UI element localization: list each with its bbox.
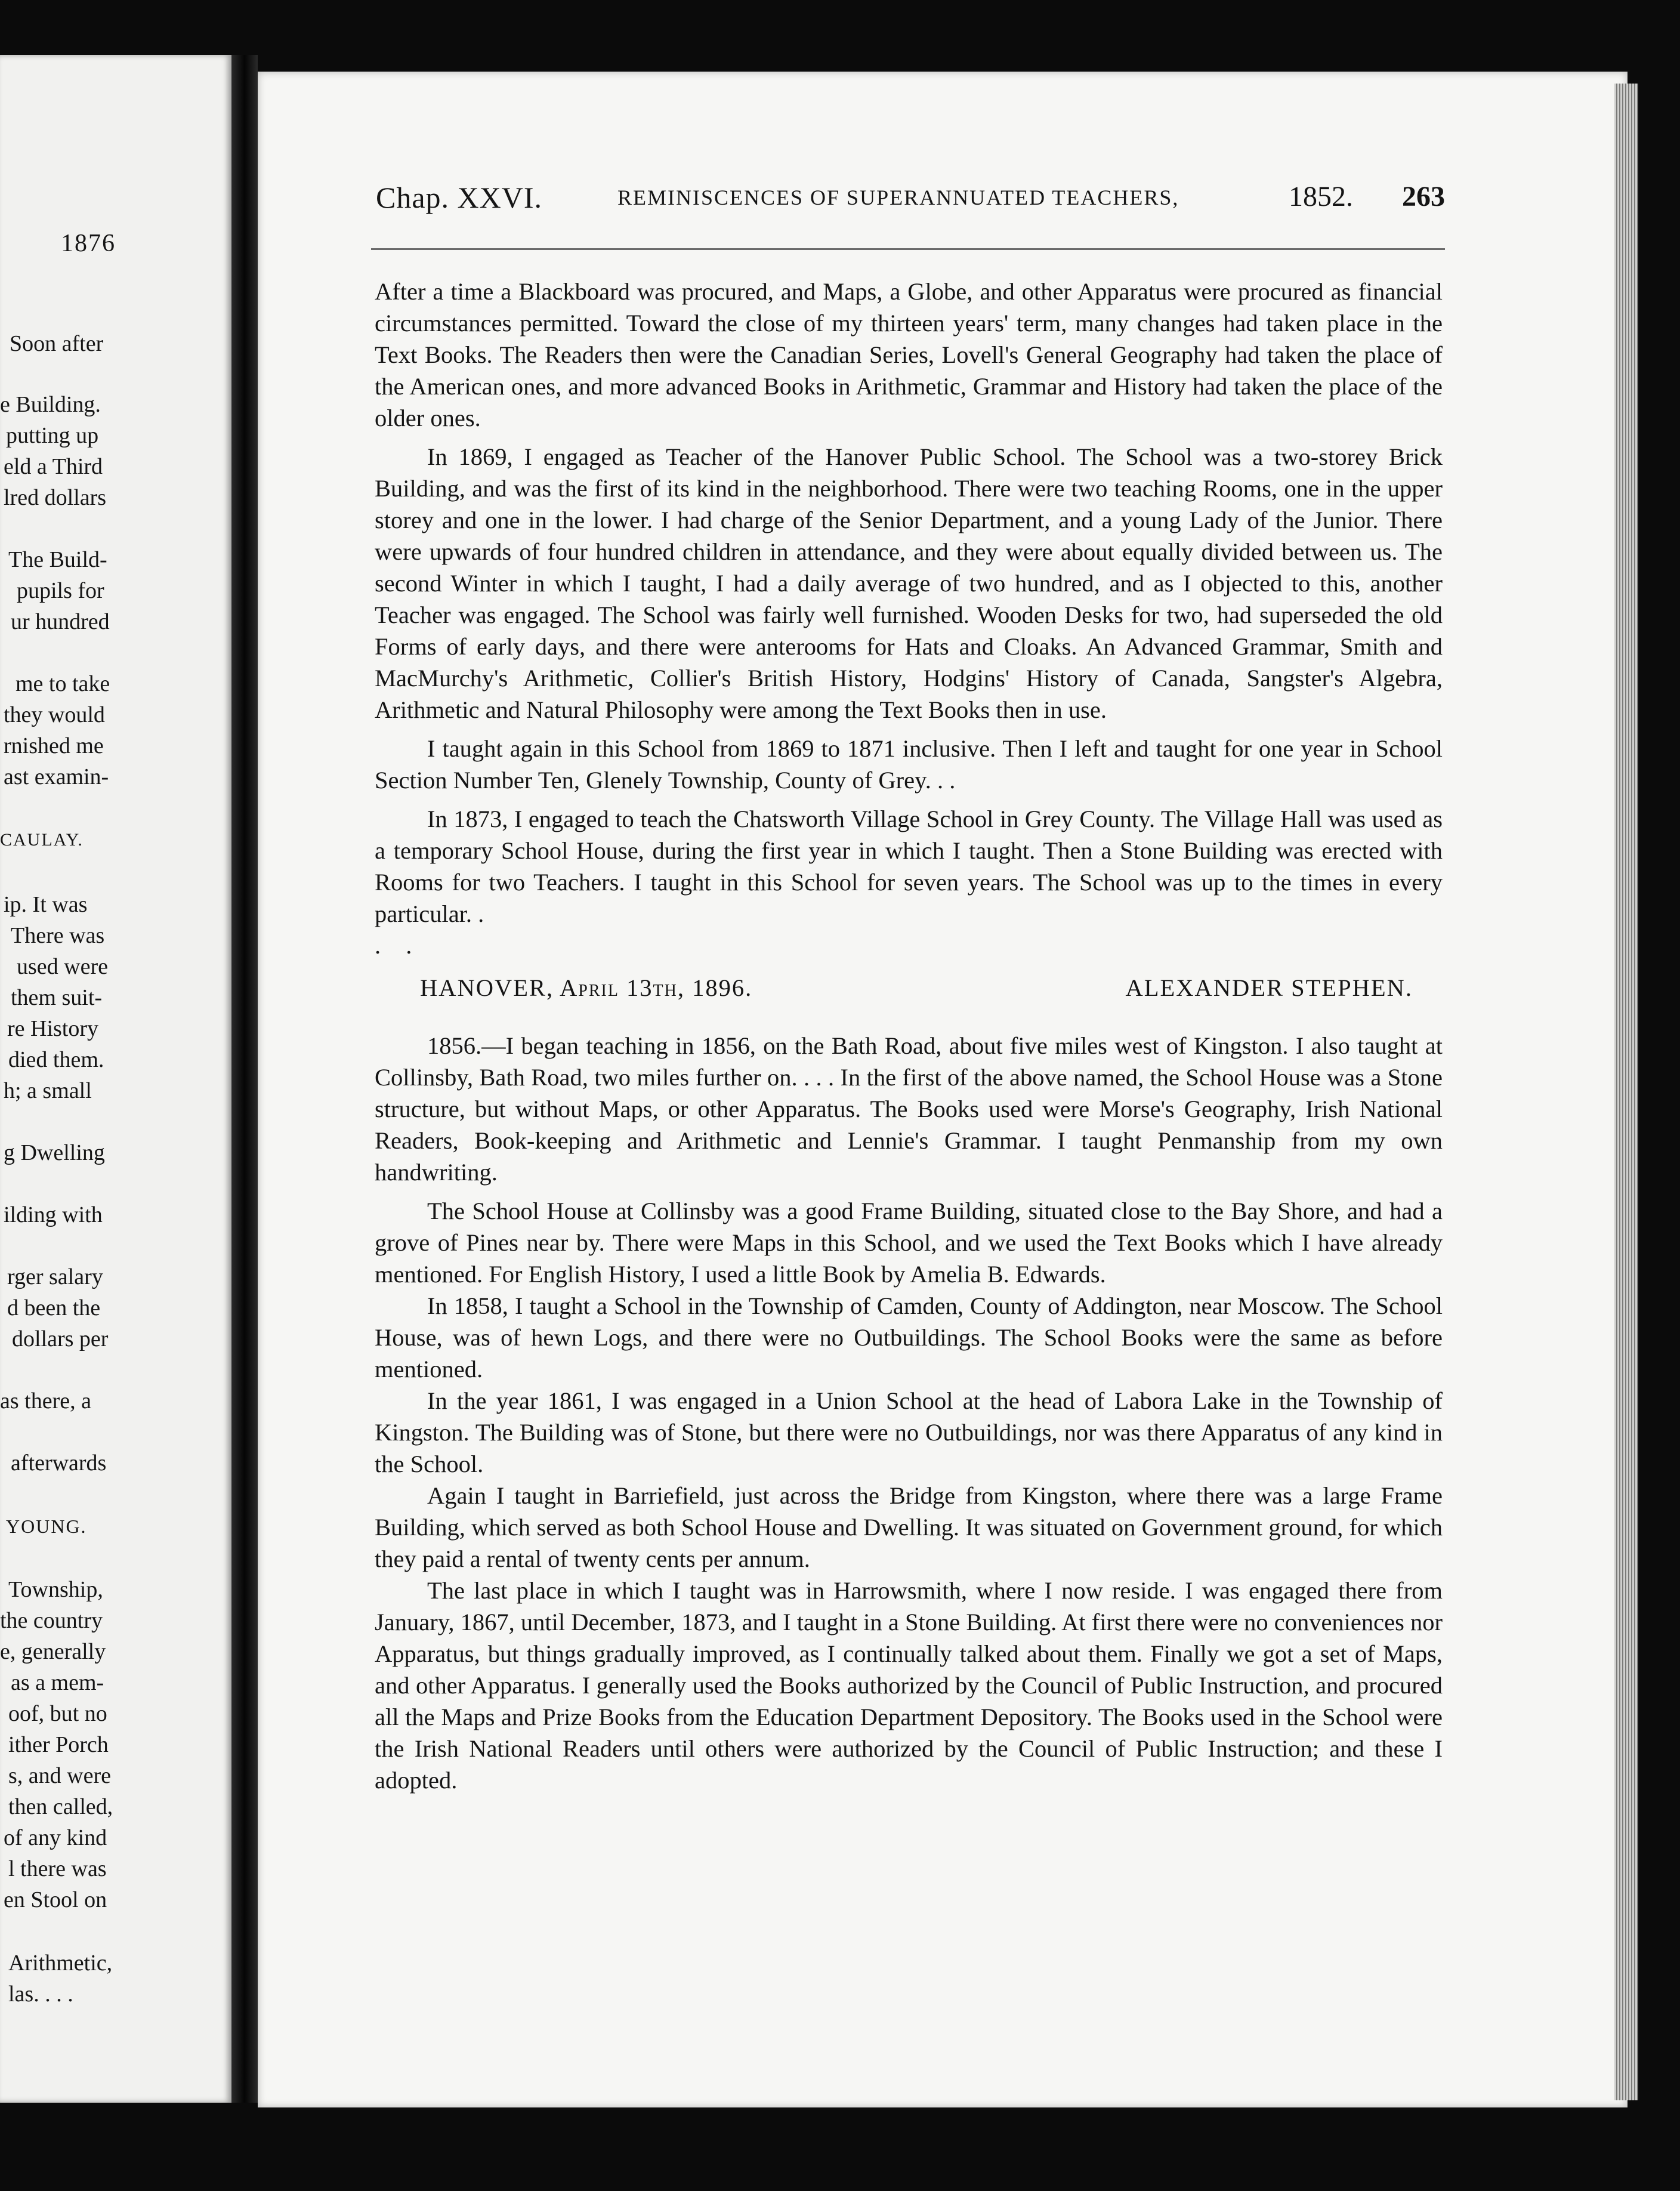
chapter-label: Chap. XXVI. — [376, 181, 543, 214]
left-line: oof, but no — [8, 1701, 107, 1726]
running-year: 1852. — [1289, 181, 1353, 212]
paragraph: In 1873, I engaged to teach the Chatsworth Village School in Grey County. The Village Hall was used as a temporary School House, during the first year in which I taught. Then a Stone Building was erected with Rooms for two Teachers. I taught in this School for seven years. The School was up to the times in every particular. . — [375, 806, 1443, 927]
page-number: 263 — [1402, 181, 1445, 212]
left-line: YOUNG. — [6, 1516, 87, 1537]
left-page-number: 1876 — [61, 230, 116, 257]
paragraph: In 1869, I engaged as Teacher of the Hanover Public School. The School was a two-storey Brick Building, and was the first of its kind in the neighborhood. There were two teaching Rooms, one in the upper storey and one in the lower. I had charge of the Senior Department, and a young Lady of the Junior. There were upwards of four hundred children in attendance, and they were about equally divided between us. The second Winter in which I taught, I had a daily average of two hundred, and as I objected to this, another Teacher was engaged. The School was fairly well furnished. Wooden Desks for two, had superseded the old Forms of early days, and there were anterooms for Hats and Cloaks. An Advanced Grammar, Smith and MacMurchy's Arithmetic, Collier's British History, Hodgins' History of Canada, Sangster's Algebra, Arithmetic and Natural Philosophy were among the Text Books then in use. — [375, 443, 1443, 723]
left-line: as a mem- — [11, 1670, 104, 1695]
left-line: Soon after — [10, 331, 104, 356]
left-line: ast examin- — [4, 764, 109, 789]
signature-author: ALEXANDER STEPHEN. — [1125, 974, 1413, 1001]
left-line: ur hundred — [11, 609, 110, 634]
left-line: ip. It was — [4, 892, 88, 917]
paragraph: The last place in which I taught was in Harrowsmith, where I now reside. I was engaged there from January, 1867, until December, 1873, and I taught in a Stone Building. At first there were no conveniences nor Apparatus, but things gradually improved, as I continually talked about them. Finally we got a set of Maps, and other Apparatus. I generally used the Books authorized by the Council of Public Instruction, and procured all the Maps and Prize Books from the Education Department Depository. The Books used in the School were the Irish National Readers until others were authorized by the Council of Public Instruction; and these I adopted. — [375, 1577, 1443, 1794]
left-line: h; a small — [4, 1078, 92, 1103]
paragraph: In the year 1861, I was engaged in a Union School at the head of Labora Lake in the Township of Kingston. The Building was of Stone, but there were no Outbuildings, nor was there Apparatus of any kind in the School. — [375, 1387, 1443, 1477]
paragraph: In 1858, I taught a School in the Township of Camden, County of Addington, near Moscow. The School House, was of hewn Logs, and there were no Outbuildings. The School Books were the same as before mentioned. — [375, 1292, 1443, 1383]
paragraph: Again I taught in Barriefield, just across the Bridge from Kingston, where there was a large Frame Building, which served as both School House and Dwelling. It was situated on Government ground, for which they paid a rental of twenty cents per annum. — [375, 1482, 1443, 1572]
paragraph: 1856.—I began teaching in 1856, on the Bath Road, about five miles west of Kingston. I also taught at Collinsby, Bath Road, two miles further on. . . . In the first of the above named, the School House was a Stone structure, but without Maps, or other Apparatus. The Books used were Morse's Geography, Irish National Readers, Book-keeping and Arithmetic and Lennie's Grammar. I taught Penmanship from my own handwriting. — [375, 1032, 1443, 1186]
paragraph: I taught again in this School from 1869 to 1871 inclusive. Then I left and taught for one year in School Section Number Ten, Glenely Township, County of Grey. . . — [375, 735, 1443, 794]
left-line: eld a Third — [4, 454, 103, 479]
left-line: afterwards — [11, 1451, 107, 1476]
left-line: of any kind — [4, 1825, 107, 1850]
left-line: ither Porch — [8, 1732, 109, 1757]
left-line: as there, a — [0, 1388, 91, 1414]
left-line: pupils for — [17, 578, 104, 603]
left-line: las. . . . — [8, 1982, 73, 2007]
left-line: l there was — [8, 1856, 107, 1881]
page-stack-edge — [1614, 84, 1638, 2100]
left-line: them suit- — [11, 985, 103, 1010]
left-line: s, and were — [8, 1763, 111, 1788]
left-line: then called, — [8, 1794, 113, 1819]
left-line: e Building. — [0, 392, 101, 417]
left-line: rnished me — [4, 733, 104, 758]
left-line: g Dwelling — [4, 1140, 105, 1165]
left-facing-page — [0, 55, 231, 2103]
left-line: me to take — [16, 671, 110, 696]
left-line: putting up — [6, 423, 99, 448]
left-line: lred dollars — [4, 485, 107, 510]
left-line: Township, — [8, 1577, 103, 1602]
left-line: dollars per — [12, 1326, 109, 1351]
left-line: There was — [11, 923, 105, 948]
left-line: rger salary — [7, 1264, 103, 1289]
running-header — [376, 180, 1445, 216]
header-rule — [371, 248, 1445, 250]
paragraph: The School House at Collinsby was a good Frame Building, situated close to the Bay Shore, and had a grove of Pines near by. There were Maps in this School, and we used the Text Books which I have already mentioned. For English History, I used a little Book by Amelia B. Edwards. — [375, 1198, 1443, 1288]
left-line: ilding with — [4, 1202, 103, 1227]
signature-line — [375, 972, 1443, 1004]
page-body — [375, 276, 1443, 1796]
ellipsis-line: . . — [375, 932, 422, 959]
left-line: en Stool on — [4, 1887, 107, 1912]
left-line: CAULAY. — [0, 830, 84, 850]
left-line: they would — [4, 702, 105, 727]
left-line: d been the — [7, 1295, 101, 1320]
left-line: died them. — [8, 1047, 104, 1072]
signature-place-date: HANOVER, April 13th, 1896. — [420, 974, 753, 1001]
left-line: The Build- — [8, 547, 107, 572]
left-line: Arithmetic, — [8, 1951, 113, 1976]
left-line: re History — [7, 1016, 99, 1041]
left-line: the country — [0, 1608, 103, 1633]
book-gutter — [231, 55, 258, 2103]
running-title: REMINISCENCES OF SUPERANNUATED TEACHERS, — [617, 186, 1179, 209]
left-line: used were — [17, 954, 108, 979]
left-line: e, generally — [0, 1639, 106, 1664]
paragraph: After a time a Blackboard was procured, and Maps, a Globe, and other Apparatus were procured as financial circumstances permitted. Toward the close of my thirteen years' term, many changes had taken place in the Text Books. The Readers then were the Canadian Series, Lovell's General Geography had taken the place of the American ones, and more advanced Books in Arithmetic, Grammar and History had taken the place of the older ones. — [375, 278, 1443, 431]
